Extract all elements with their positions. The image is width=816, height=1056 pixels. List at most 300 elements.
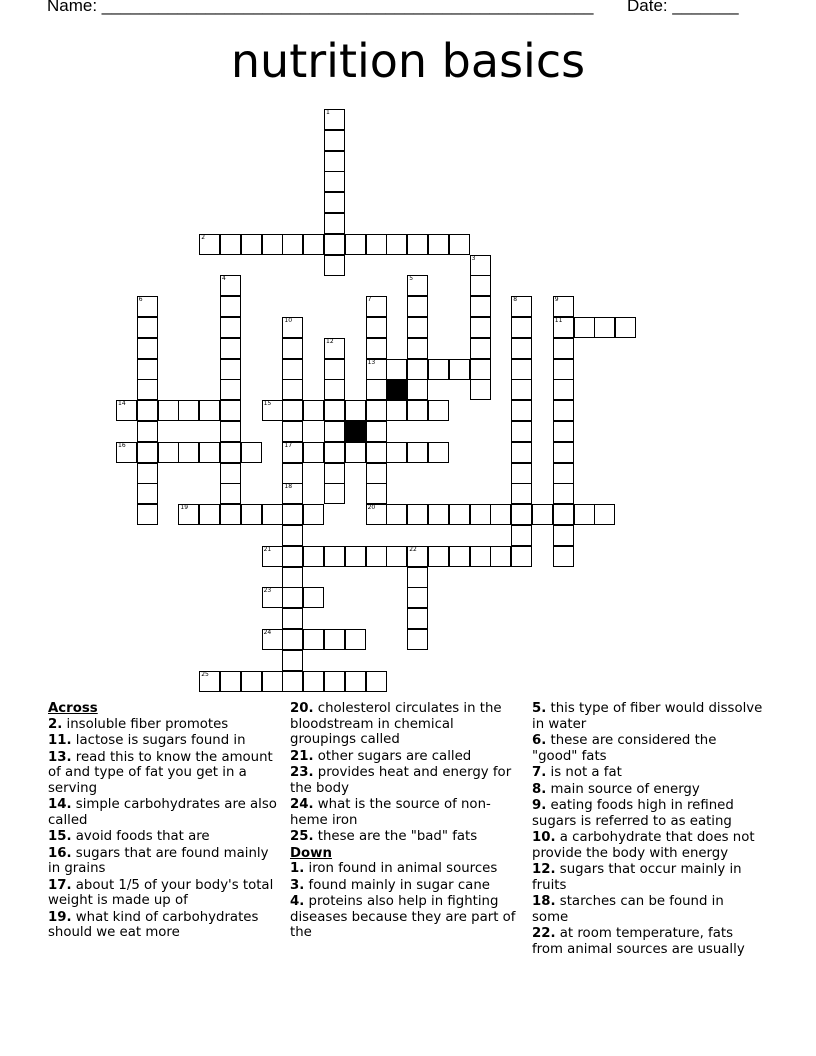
clue-item [48,829,280,845]
grid-cell[interactable] [366,338,387,359]
clue-number-label: 22. [532,926,556,941]
grid-cell[interactable] [511,442,532,463]
clue-text: sugars that are found mainly in grains [48,845,269,876]
grid-cell[interactable] [303,629,324,650]
grid-cell[interactable] [407,359,428,380]
clue-text: what kind of carbohydrates should we eat more [48,909,259,940]
grid-cell[interactable] [158,442,179,463]
grid-cell[interactable] [407,400,428,421]
grid-cell[interactable] [345,442,366,463]
grid-cell[interactable] [282,504,303,525]
grid-cell[interactable] [366,359,387,380]
clue-item [290,894,522,941]
clue-number-label: 3. [290,877,305,893]
grid-cell[interactable] [386,359,407,380]
clue-text: read this to know the amount of and type of fat you get in a serving [48,749,273,796]
grid-cell[interactable] [428,400,449,421]
grid-cell[interactable] [241,671,262,692]
grid-cell[interactable] [282,463,303,484]
clue-item [532,862,764,893]
grid-cell[interactable] [553,338,574,359]
grid-cell[interactable] [553,525,574,546]
clue-number: 11 [554,317,563,324]
clue-number-label: 9. [532,798,547,813]
grid-cell[interactable] [324,255,345,276]
clue-number: 14 [118,400,126,408]
grid-cell[interactable] [116,442,137,463]
grid-cell[interactable] [282,400,303,421]
grid-cell[interactable] [366,400,387,421]
grid-cell[interactable] [553,504,574,525]
grid-cell[interactable] [511,546,532,567]
clue-item [48,750,280,797]
grid-cell[interactable] [366,317,387,338]
grid-cell[interactable] [511,504,532,525]
grid-cell[interactable] [282,379,303,400]
grid-cell[interactable] [470,359,491,380]
grid-cell[interactable] [470,504,491,525]
grid-cell[interactable] [553,359,574,380]
grid-cell[interactable] [324,546,345,567]
clue-item [532,798,764,829]
grid-cell[interactable] [553,483,574,504]
clue-number: 13 [367,358,376,366]
grid-cell[interactable] [324,463,345,484]
clue-item [290,749,522,765]
grid-cell[interactable] [366,483,387,504]
grid-cell[interactable] [511,379,532,400]
clue-number-label: 15. [48,829,72,844]
grid-cell[interactable] [449,504,470,525]
grid-cell[interactable] [407,546,428,567]
name-field[interactable]: Name: ____________________________________________________ [47,0,594,15]
across-clue-list [48,717,280,941]
date-field[interactable]: Date: _______ [627,0,739,15]
grid-cell[interactable] [449,546,470,567]
grid-cell[interactable] [574,504,595,525]
grid-cell[interactable] [366,234,387,255]
clue-text: these are the "bad" fats [313,829,478,844]
grid-cell[interactable] [407,587,428,608]
clue-number: 18 [284,483,293,491]
grid-cell[interactable] [324,442,345,463]
clue-number-label: 2. [48,716,63,732]
page-title: nutrition basics [230,34,586,88]
grid-cell[interactable] [220,296,241,317]
clue-number-label: 10. [532,830,556,845]
clue-item [290,701,522,748]
clue-number-label: 21. [290,748,314,764]
grid-cell[interactable] [511,359,532,380]
grid-cell[interactable] [199,671,220,692]
clue-number: 21 [263,545,272,553]
grid-cell[interactable] [345,629,366,650]
clue-text: starches can be found in some [532,894,724,925]
clue-number-label: 7. [532,765,547,780]
clue-text: lactose is sugars found in [71,733,246,748]
grid-cell[interactable] [262,587,283,608]
grid-cell[interactable] [553,546,574,567]
grid-cell[interactable] [366,421,387,442]
grid-cell[interactable] [511,338,532,359]
clue-number: 5 [409,275,414,283]
grid-cell[interactable] [449,234,470,255]
grid-cell[interactable] [407,567,428,588]
grid-cell[interactable] [407,608,428,629]
grid-cell[interactable] [532,504,553,525]
grid-cell[interactable] [386,504,407,525]
grid-cell[interactable] [386,442,407,463]
clue-item [290,765,522,796]
grid-cell[interactable] [366,379,387,400]
grid-cell[interactable] [262,234,283,255]
clue-text: simple carbohydrates are also called [48,797,277,828]
grid-cell[interactable] [386,234,407,255]
grid-cell[interactable] [594,317,615,338]
grid-cell[interactable] [137,400,158,421]
grid-cell[interactable] [428,504,449,525]
clue-item [532,782,764,798]
grid-cell[interactable] [366,442,387,463]
grid-cell[interactable] [511,296,532,317]
grid-cell[interactable] [407,275,428,296]
clue-number: 8 [513,296,518,304]
grid-cell[interactable] [137,483,158,504]
grid-cell[interactable] [553,463,574,484]
grid-cell[interactable] [282,629,303,650]
clue-number-label: 8. [532,781,547,797]
clue-number: 9 [554,296,559,304]
grid-cell[interactable] [199,442,220,463]
grid-cell[interactable] [199,234,220,255]
grid-cell[interactable] [407,629,428,650]
clue-number-label: 20. [290,701,314,716]
clues-column-1 [48,701,280,942]
clue-number-label: 11. [48,733,72,748]
grid-cell[interactable] [324,671,345,692]
grid-cell[interactable] [262,671,283,692]
grid-cell[interactable] [470,338,491,359]
clue-text: about 1/5 of your body's total weight is made up of [48,877,274,908]
clue-text: iron found in animal sources [304,861,498,876]
grid-cell[interactable] [324,192,345,213]
grid-cell[interactable] [303,671,324,692]
clue-item [532,733,764,764]
grid-cell[interactable] [241,442,262,463]
grid-cell[interactable] [178,400,199,421]
clue-number-label: 25. [290,829,314,844]
grid-cell[interactable] [345,400,366,421]
clue-number: 15 [263,400,272,408]
clue-item [290,829,522,845]
clue-number: 1 [326,109,330,116]
grid-cell[interactable] [220,671,241,692]
grid-cell[interactable] [220,400,241,421]
clue-text: eating foods high in refined sugars is referred to as eating [532,798,734,829]
grid-cell[interactable] [511,317,532,338]
clue-item [48,910,280,941]
clue-item [532,926,764,957]
grid-cell[interactable] [428,359,449,380]
grid-cell[interactable] [470,255,491,276]
grid-cell[interactable] [553,400,574,421]
clue-number-label: 23. [290,765,314,780]
grid-cell[interactable] [511,525,532,546]
grid-cell[interactable] [470,379,491,400]
grid-cell[interactable] [220,234,241,255]
grid-cell[interactable] [282,338,303,359]
grid-cell[interactable] [324,171,345,192]
grid-cell[interactable] [303,587,324,608]
grid-cell[interactable] [324,151,345,172]
grid-cell[interactable] [137,379,158,400]
clue-text: what is the source of non-heme iron [290,797,491,828]
clue-number: 17 [284,441,293,449]
clue-number-label: 16. [48,845,72,861]
grid-cell[interactable] [407,442,428,463]
grid-cell[interactable] [428,234,449,255]
grid-cell[interactable] [262,629,283,650]
grid-cell[interactable] [116,400,137,421]
grid-cell[interactable] [490,546,511,567]
clue-text: other sugars are called [313,748,472,764]
grid-cell[interactable] [282,546,303,567]
grid-cell[interactable] [220,379,241,400]
clue-text: this type of fiber would dissolve in water [532,701,763,732]
grid-cell[interactable] [407,234,428,255]
grid-cell[interactable] [220,317,241,338]
grid-cell[interactable] [366,546,387,567]
grid-cell[interactable] [428,442,449,463]
grid-cell[interactable] [262,546,283,567]
clue-text: cholesterol circulates in the bloodstream in chemical groupings called [290,701,502,747]
grid-cell[interactable] [282,567,303,588]
grid-cell[interactable] [282,587,303,608]
clues-column-3 [532,701,764,958]
grid-cell[interactable] [553,317,574,338]
grid-cell[interactable] [282,483,303,504]
grid-cell[interactable] [303,234,324,255]
grid-cell[interactable] [324,629,345,650]
clue-item [48,797,280,828]
grid-cell[interactable] [282,525,303,546]
grid-cell[interactable] [407,379,428,400]
grid-cell[interactable] [324,234,345,255]
clue-text: found mainly in sugar cane [304,877,490,893]
grid-cell[interactable] [553,442,574,463]
grid-cell[interactable] [220,483,241,504]
grid-cell[interactable] [199,400,220,421]
black-square [345,421,366,442]
clue-item [532,701,764,732]
clue-text: insoluble fiber promotes [62,716,229,732]
clue-item [48,717,280,733]
grid-cell[interactable] [220,275,241,296]
grid-cell[interactable] [324,109,345,130]
grid-cell[interactable] [178,504,199,525]
grid-cell[interactable] [282,359,303,380]
grid-cell[interactable] [241,234,262,255]
clue-item [48,846,280,877]
grid-cell[interactable] [324,421,345,442]
grid-cell[interactable] [574,317,595,338]
grid-cell[interactable] [303,546,324,567]
clue-number: 20 [367,504,376,512]
clue-item [48,733,280,749]
clue-number: 16 [118,441,126,449]
clue-text: sugars that occur mainly in fruits [532,862,742,893]
clue-number: 19 [180,504,189,512]
clue-number-label: 5. [532,701,547,716]
clue-number: 24 [263,629,272,636]
clue-number: 23 [263,587,272,595]
grid-cell[interactable] [470,275,491,296]
clue-item [48,878,280,909]
grid-cell[interactable] [449,359,470,380]
clue-number: 4 [222,275,226,283]
clues-column-2 [290,701,522,942]
grid-cell[interactable] [137,421,158,442]
grid-cell[interactable] [324,338,345,359]
grid-cell[interactable] [262,400,283,421]
clue-text: provides heat and energy for the body [290,765,512,796]
grid-cell[interactable] [470,546,491,567]
grid-cell[interactable] [366,504,387,525]
grid-cell[interactable] [366,296,387,317]
grid-cell[interactable] [366,463,387,484]
grid-cell[interactable] [345,671,366,692]
grid-cell[interactable] [345,234,366,255]
clue-number: 12 [326,337,334,345]
clue-text: these are considered the "good" fats [532,733,717,764]
grid-cell[interactable] [470,317,491,338]
across-heading: Across [48,701,98,716]
grid-cell[interactable] [303,400,324,421]
grid-cell[interactable] [220,338,241,359]
grid-cell[interactable] [241,504,262,525]
clue-number: 25 [201,670,209,678]
grid-cell[interactable] [137,317,158,338]
grid-cell[interactable] [282,650,303,671]
clue-number-label: 24. [290,797,314,812]
clue-number-label: 12. [532,862,556,877]
clue-item [290,797,522,828]
grid-cell[interactable] [282,608,303,629]
grid-cell[interactable] [178,442,199,463]
grid-cell[interactable] [386,546,407,567]
grid-cell[interactable] [137,359,158,380]
grid-cell[interactable] [324,379,345,400]
grid-cell[interactable] [490,504,511,525]
grid-cell[interactable] [324,359,345,380]
grid-cell[interactable] [511,421,532,442]
grid-cell[interactable] [137,296,158,317]
grid-cell[interactable] [324,400,345,421]
black-square [386,379,407,400]
grid-cell[interactable] [511,400,532,421]
grid-cell[interactable] [324,483,345,504]
grid-cell[interactable] [511,483,532,504]
clue-text: at room temperature, fats from animal sources are usually [532,926,745,957]
across-clue-list-continued [290,701,522,845]
grid-cell[interactable] [594,504,615,525]
clue-number: 7 [367,296,372,304]
grid-cell[interactable] [324,130,345,151]
grid-cell[interactable] [407,317,428,338]
grid-cell[interactable] [262,504,283,525]
grid-cell[interactable] [324,213,345,234]
grid-cell[interactable] [615,317,636,338]
down-clue-list [290,861,522,941]
clue-number: 2 [201,233,206,241]
clue-number-label: 19. [48,909,72,925]
grid-cell[interactable] [282,234,303,255]
clue-text: avoid foods that are [71,829,210,844]
grid-cell[interactable] [470,296,491,317]
clue-number-label: 17. [48,877,72,893]
down-clue-list-continued [532,701,764,957]
grid-cell[interactable] [407,338,428,359]
grid-cell[interactable] [303,504,324,525]
clue-item [532,765,764,781]
clue-text: main source of energy [546,781,700,797]
grid-cell[interactable] [199,504,220,525]
grid-cell[interactable] [220,421,241,442]
grid-cell[interactable] [428,546,449,567]
clue-item [290,861,522,877]
clue-number: 22 [409,545,417,553]
clue-number-label: 13. [48,749,72,765]
grid-cell[interactable] [366,671,387,692]
grid-cell[interactable] [386,400,407,421]
clue-number-label: 4. [290,894,305,909]
grid-cell[interactable] [407,296,428,317]
grid-cell[interactable] [553,296,574,317]
grid-cell[interactable] [553,379,574,400]
grid-cell[interactable] [282,442,303,463]
grid-cell[interactable] [220,504,241,525]
clue-item [290,878,522,894]
grid-cell[interactable] [220,359,241,380]
grid-cell[interactable] [137,463,158,484]
grid-cell[interactable] [407,504,428,525]
grid-cell[interactable] [137,504,158,525]
grid-cell[interactable] [511,463,532,484]
clue-number-label: 1. [290,861,305,876]
clue-number: 6 [138,296,143,304]
grid-cell[interactable] [282,317,303,338]
down-heading: Down [290,845,332,861]
grid-cell[interactable] [282,671,303,692]
grid-cell[interactable] [220,442,241,463]
grid-cell[interactable] [137,442,158,463]
grid-cell[interactable] [158,400,179,421]
clue-number: 3 [471,254,476,262]
clue-number-label: 14. [48,797,72,812]
grid-cell[interactable] [553,421,574,442]
grid-cell[interactable] [345,546,366,567]
clue-item [532,830,764,861]
grid-cell[interactable] [137,338,158,359]
grid-cell[interactable] [282,421,303,442]
grid-cell[interactable] [220,463,241,484]
clue-text: proteins also help in fighting diseases because they are part of the [290,894,516,940]
clue-number-label: 18. [532,894,556,909]
clue-number-label: 6. [532,733,547,748]
clue-text: is not a fat [546,765,622,780]
grid-cell[interactable] [303,442,324,463]
clue-text: a carbohydrate that does not provide the body with energy [532,830,755,861]
